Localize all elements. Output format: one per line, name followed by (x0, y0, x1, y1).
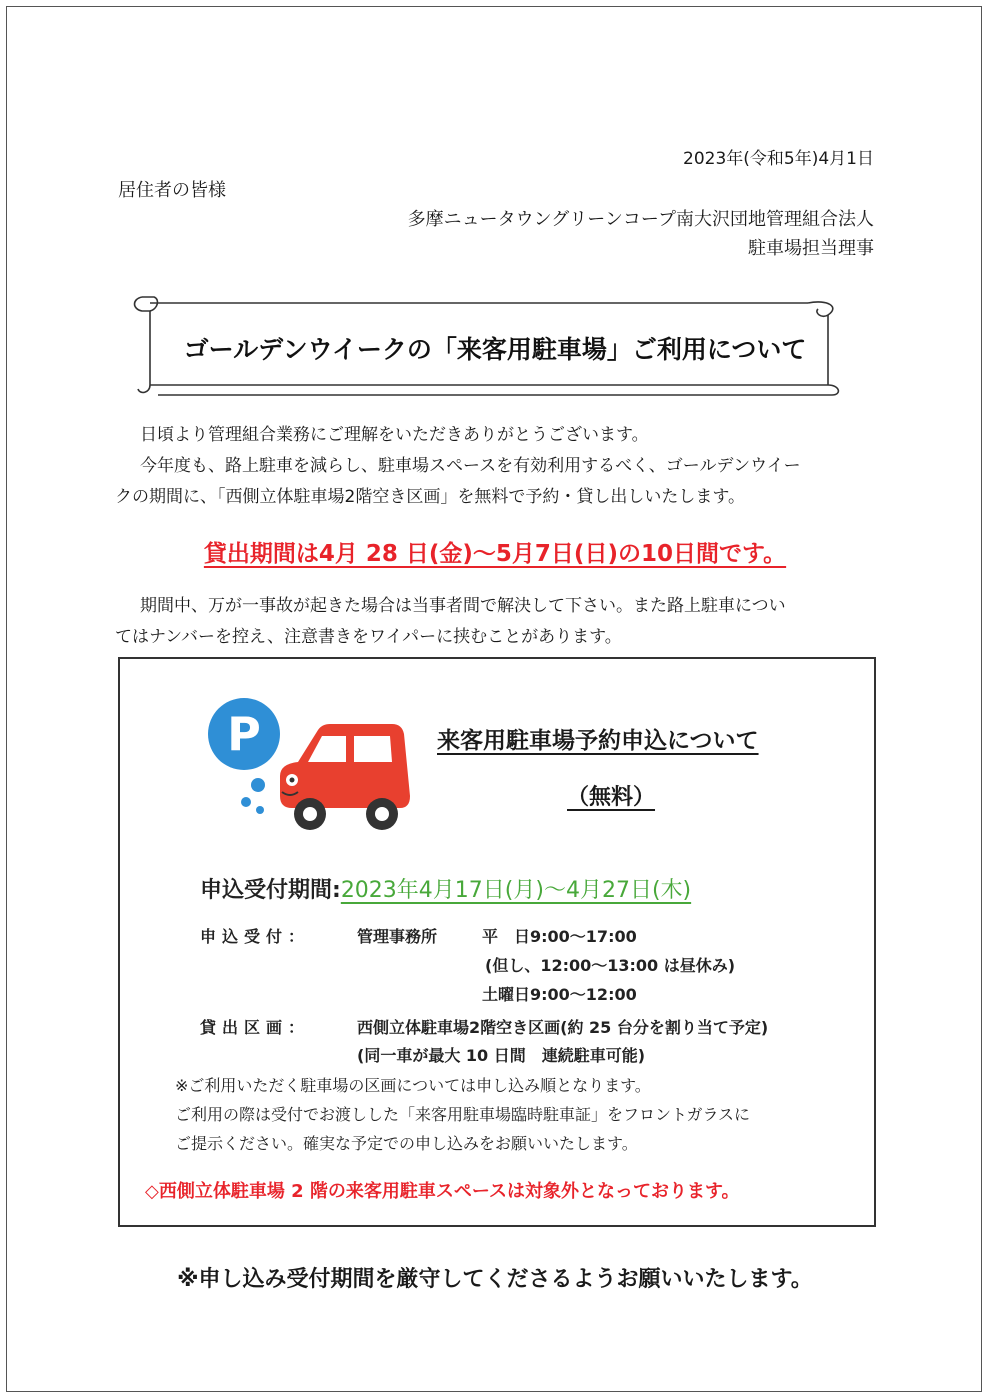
usage-note-3: ご提示ください。確実な予定での申し込みをお願いいたします。 (175, 1134, 638, 1153)
exclusion-warning: ◇西側立体駐車場 2 階の来客用駐車スペースは対象外となっております。 (145, 1181, 740, 1202)
lunch-break-note: (但し、12:00～13:00 は昼休み) (485, 956, 736, 975)
footer-notice: ※申し込み受付期間を厳守してくださるようお願いいたします。 (177, 1267, 813, 1292)
addressee: 居住者の皆様 (118, 180, 226, 201)
usage-note-1: ※ご利用いただく駐車場の区画については申し込み順となります。 (175, 1076, 651, 1095)
allocation-value: 西側立体駐車場2階空き区画(約 25 台分を割り当て予定) (357, 1018, 769, 1037)
box-subtitle: （無料） (567, 785, 656, 810)
acceptance-period-value: 2023年4月17日(月)～4月27日(木) (340, 878, 692, 903)
usage-note-2: ご利用の際は受付でお渡しした「来客用駐車場臨時駐車証」をフロントガラスに (175, 1105, 751, 1124)
body-paragraph-1: 日頃より管理組合業務にご理解をいただきありがとうございます。 (140, 425, 649, 445)
document-date: 2023年(令和5年)4月1日 (683, 149, 874, 169)
saturday-hours: 9:00～12:00 (530, 985, 637, 1004)
body-paragraph-2-line-1: 今年度も、路上駐車を減らし、駐車場スペースを有効利用するべく、ゴールデンウイー (140, 456, 801, 476)
box-title: 来客用駐車場予約申込について (437, 728, 759, 754)
lending-period-text: 貸出期間は4月 28 日(金)～5月7日(日)の10日間です。 (203, 541, 787, 567)
sender-organization: 多摩ニュータウングリーンコープ南大沢団地管理組合法人 (407, 209, 874, 230)
weekday-label: 平 日 (482, 927, 531, 946)
body-paragraph-3-line-2: てはナンバーを控え、注意書きをワイパーに挟むことがあります。 (115, 627, 622, 647)
reception-place: 管理事務所 (357, 927, 438, 946)
lending-period (0, 535, 990, 568)
reception-label: 申込受付： (200, 927, 311, 946)
parking-car-icon (206, 692, 416, 852)
acceptance-period-label: 申込受付期間: (200, 878, 341, 903)
weekday-hours: 9:00～17:00 (530, 927, 637, 946)
sender-role: 駐車場担当理事 (748, 238, 874, 259)
notice-title: ゴールデンウイークの「来客用駐車場」ご利用について (183, 335, 807, 364)
acceptance-period (200, 873, 691, 904)
body-paragraph-3-line-1: 期間中、万が一事故が起きた場合は当事者間で解決して下さい。また路上駐車につい (140, 596, 786, 616)
allocation-note: (同一車が最大 10 日間 連続駐車可能) (357, 1046, 646, 1065)
body-paragraph-2-line-2: クの期間に、「西側立体駐車場2階空き区画」を無料で予約・貸し出しいたします。 (115, 487, 745, 507)
allocation-label: 貸出区画： (200, 1018, 311, 1037)
saturday-label: 土曜日 (482, 985, 531, 1004)
parking-letter: P (227, 707, 261, 761)
